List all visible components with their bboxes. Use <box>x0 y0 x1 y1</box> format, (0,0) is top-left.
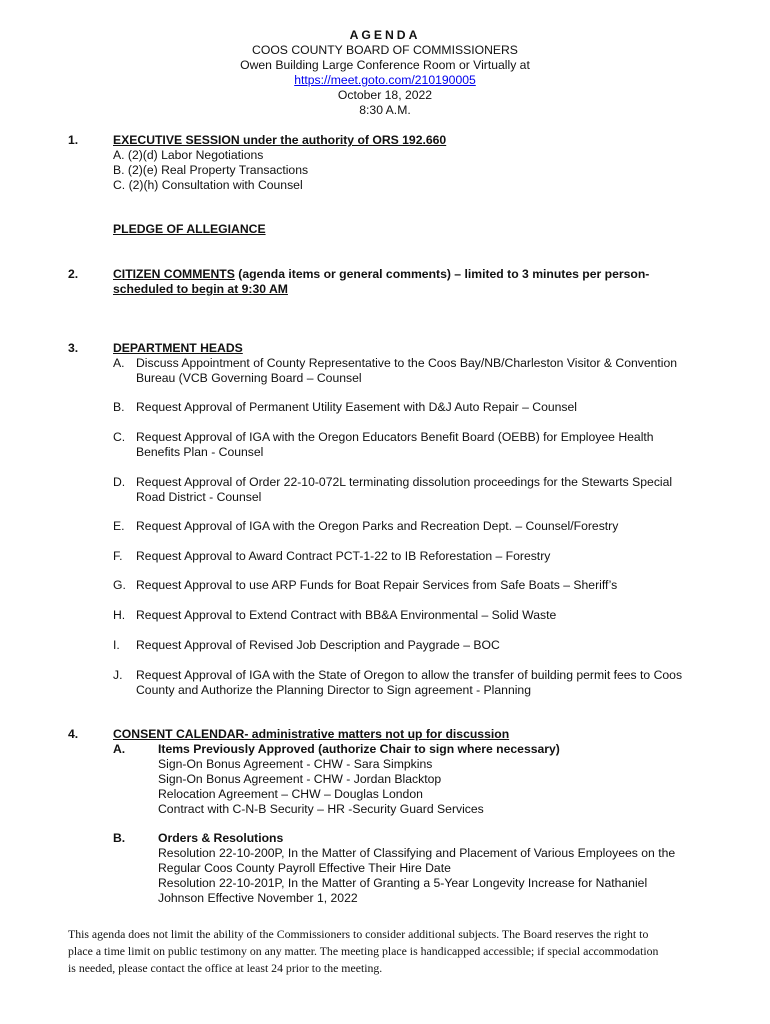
dept-item-text: Request Approval of IGA with the Oregon Educators Benefit Board (OEBB) for Employee Health <box>136 430 654 444</box>
dept-item <box>113 430 713 460</box>
consent-b-item: Resolution 22-10-201P, In the Matter of Granting a 5-Year Longevity Increase for Nathaniel <box>158 876 648 890</box>
dept-item-text: Discuss Appointment of County Representative to the Coos Bay/NB/Charleston Visitor & Convention <box>136 356 678 370</box>
meeting-location: Owen Building Large Conference Room or Virtually at <box>240 58 530 72</box>
dept-item <box>113 475 713 505</box>
consent-b-heading: Orders & Resolutions <box>158 831 284 845</box>
consent-a-item: Contract with C-N-B Security – HR -Security Guard Services <box>158 802 484 816</box>
section-4-heading: CONSENT CALENDAR- administrative matters not up for discussion <box>113 727 510 741</box>
section-1-heading: EXECUTIVE SESSION under the authority of ORS 192.660 <box>113 133 447 147</box>
consent-b-item: Regular Coos County Payroll Effective Their Hire Date <box>158 861 451 875</box>
dept-item-text: Request Approval of Permanent Utility Easement with D&J Auto Repair – Counsel <box>136 400 578 414</box>
section-2-heading <box>113 267 649 282</box>
consent-b-item: Johnson Effective November 1, 2022 <box>158 891 358 905</box>
citizen-comments-rest: (agenda items or general comments) – limited to 3 minutes per person- <box>234 267 650 281</box>
consent-b-letter: B. <box>113 831 126 845</box>
section-2-number: 2. <box>68 267 79 281</box>
consent-a-item: Sign-On Bonus Agreement - CHW - Sara Simpkins <box>158 757 433 771</box>
dept-item <box>113 668 713 698</box>
dept-item-letter: A. <box>113 356 125 370</box>
dept-item-text-cont: Road District - Counsel <box>136 490 262 504</box>
dept-item <box>113 549 713 564</box>
dept-item-letter: J. <box>113 668 123 682</box>
dept-item-letter: I. <box>113 638 120 652</box>
dept-item-text: Request Approval of Order 22-10-072L terminating dissolution proceedings for the Stewarts Special <box>136 475 673 489</box>
consent-a-item: Relocation Agreement – CHW – Douglas London <box>158 787 423 801</box>
citizen-comments-schedule: scheduled to begin at 9:30 AM <box>113 282 288 296</box>
pledge-heading: PLEDGE OF ALLEGIANCE <box>113 222 266 236</box>
dept-item-text: Request Approval to use ARP Funds for Boat Repair Services from Safe Boats – Sheriff’s <box>136 578 618 592</box>
section-4-number: 4. <box>68 727 79 741</box>
dept-item <box>113 400 713 415</box>
dept-item <box>113 638 713 653</box>
disclaimer-line: This agenda does not limit the ability of the Commissioners to consider additional subjects. The Board reserves the right to <box>68 927 649 941</box>
section-1-number: 1. <box>68 133 79 147</box>
exec-item: B. (2)(e) Real Property Transactions <box>113 163 309 177</box>
dept-item-text: Request Approval of IGA with the State of Oregon to allow the transfer of building permit fees to Coos <box>136 668 683 682</box>
consent-a-item: Sign-On Bonus Agreement - CHW - Jordan Blacktop <box>158 772 442 786</box>
agenda-disclaimer <box>68 926 708 977</box>
dept-item-letter: B. <box>113 400 125 414</box>
dept-item-text: Request Approval to Award Contract PCT-1-22 to IB Reforestation – Forestry <box>136 549 551 563</box>
dept-item <box>113 356 713 386</box>
dept-item-text: Request Approval to Extend Contract with BB&A Environmental – Solid Waste <box>136 608 557 622</box>
agenda-header <box>0 28 770 118</box>
section-3-heading: DEPARTMENT HEADS <box>113 341 243 355</box>
consent-a-letter: A. <box>113 742 126 756</box>
exec-item: A. (2)(d) Labor Negotiations <box>113 148 264 162</box>
dept-item-text-cont: County and Authorize the Planning Director to Sign agreement - Planning <box>136 683 531 697</box>
dept-item-letter: E. <box>113 519 125 533</box>
disclaimer-line: is needed, please contact the office at least 24 prior to the meeting. <box>68 961 383 975</box>
dept-item-text: Request Approval of Revised Job Description and Paygrade – BOC <box>136 638 500 652</box>
meeting-time: 8:30 A.M. <box>359 103 411 117</box>
citizen-comments-label: CITIZEN COMMENTS <box>113 267 235 281</box>
disclaimer-line: place a time limit on public testimony on any matter. The meeting place is handicapped accessible; if special accommodation <box>68 944 659 958</box>
dept-item-letter: D. <box>113 475 126 489</box>
dept-item <box>113 519 713 534</box>
dept-item-letter: C. <box>113 430 126 444</box>
meeting-link[interactable]: https://meet.goto.com/210190005 <box>294 73 476 87</box>
dept-item-text: Request Approval of IGA with the Oregon Parks and Recreation Dept. – Counsel/Forestry <box>136 519 619 533</box>
dept-item <box>113 608 713 623</box>
meeting-date: October 18, 2022 <box>337 88 433 102</box>
agenda-title: AGENDA <box>349 28 421 42</box>
dept-item-text-cont: Benefits Plan - Counsel <box>136 445 264 459</box>
dept-item-text-cont: Bureau (VCB Governing Board – Counsel <box>136 371 362 385</box>
dept-item-letter: G. <box>113 578 126 592</box>
dept-item <box>113 578 713 593</box>
board-name: COOS COUNTY BOARD OF COMMISSIONERS <box>252 43 518 57</box>
section-3-number: 3. <box>68 341 79 355</box>
dept-item-letter: H. <box>113 608 126 622</box>
consent-b-item: Resolution 22-10-200P, In the Matter of Classifying and Placement of Various Employees on the <box>158 846 676 860</box>
consent-a-heading: Items Previously Approved (authorize Chair to sign where necessary) <box>158 742 560 756</box>
dept-item-letter: F. <box>113 549 123 563</box>
exec-item: C. (2)(h) Consultation with Counsel <box>113 178 303 192</box>
